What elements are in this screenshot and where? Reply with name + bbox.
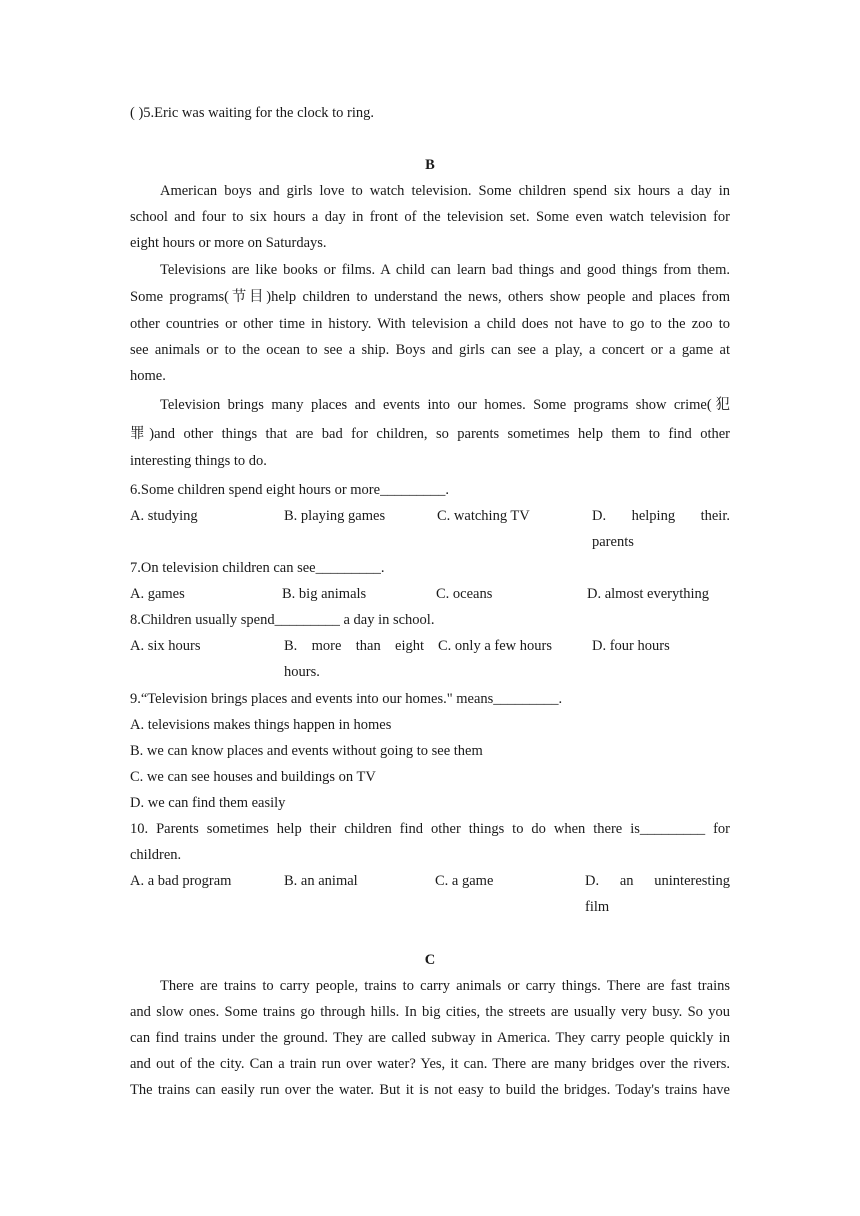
paragraph-line: interesting things to do. (130, 453, 267, 469)
question-5 (130, 100, 730, 126)
paragraph-line: home. (130, 368, 166, 384)
section-c (130, 947, 730, 973)
option-a: A. games (130, 586, 185, 602)
section-b-heading: B (425, 157, 435, 173)
option-a: A. six hours (130, 638, 201, 654)
option-d (585, 868, 730, 920)
paragraph-line: and slow ones. Some trains go through hills. In big cities, the streets are usually very busy. So you (130, 1004, 730, 1020)
section-b-paragraph-1 (130, 178, 730, 256)
question-7 (130, 555, 730, 607)
section-c-paragraph-1 (130, 973, 730, 1103)
question-7-stem: 7.On television children can see_________. (130, 560, 385, 576)
paragraph-line: Television brings many places and events into our homes. Some programs show crime(犯 (160, 397, 730, 413)
question-9-stem: 9.“Television brings places and events into our homes." means_________. (130, 691, 563, 707)
paragraph-line: other countries or other time in history. With television a child does not have to go to the zoo to (130, 316, 730, 332)
question-7-options (130, 581, 730, 607)
option-d-line-2: film (585, 899, 610, 915)
question-6-stem: 6.Some children spend eight hours or more_________. (130, 482, 449, 498)
section-b-paragraph-3 (130, 392, 730, 474)
option-b-line-1: B. more than eight (284, 638, 424, 654)
paragraph-line: can find trains under the ground. They are called subway in America. They carry people quickly in (130, 1030, 730, 1046)
section-c-heading: C (424, 952, 436, 968)
paragraph-line: school and four to six hours a day in front of the television set. Some even watch television for (130, 209, 730, 225)
option-c: C. oceans (436, 586, 493, 602)
option-d-line-1: D. an uninteresting (585, 873, 730, 889)
paragraph-line: and out of the city. Can a train run over water? Yes, it can. There are many bridges over the rivers. (130, 1056, 730, 1072)
option-d: D. four hours (592, 638, 670, 654)
question-8-stem: 8.Children usually spend_________ a day in school. (130, 612, 435, 628)
paragraph-line: eight hours or more on Saturdays. (130, 235, 327, 251)
option-c: C. we can see houses and buildings on TV (130, 769, 376, 785)
paragraph-line: 罪)and other things that are bad for children, so parents sometimes help them to find other (130, 426, 730, 442)
option-c: C. watching TV (437, 508, 530, 524)
question-9 (130, 686, 730, 816)
option-d: D. we can find them easily (130, 795, 286, 811)
option-c: C. a game (435, 873, 494, 889)
section-b (130, 152, 730, 178)
option-b: B. an animal (284, 873, 358, 889)
question-5-text: ( )5.Eric was waiting for the clock to ring. (130, 105, 375, 121)
option-d-line-2: parents (592, 534, 634, 550)
option-b: B. we can know places and events without going to see them (130, 743, 483, 759)
option-b: B. playing games (284, 508, 386, 524)
option-b (284, 633, 424, 685)
paragraph-line: Televisions are like books or films. A child can learn bad things and good things from them. (160, 262, 730, 278)
question-10 (130, 816, 730, 920)
option-a: A. a bad program (130, 873, 232, 889)
paragraph-line: see animals or to the ocean to see a ship. Boys and girls can see a play, a concert or a game at (130, 342, 730, 358)
paragraph-line: The trains can easily run over the water. But it is not easy to build the bridges. Today's trains have (130, 1082, 730, 1098)
question-6-options (130, 503, 730, 555)
option-d: D. almost everything (587, 586, 710, 602)
question-10-options (130, 868, 730, 920)
option-a: A. studying (130, 508, 198, 524)
option-d (592, 503, 730, 555)
question-8-options (130, 633, 730, 685)
paragraph-line: There are trains to carry people, trains to carry animals or carry things. There are fast trains (160, 978, 730, 994)
option-c: C. only a few hours (438, 638, 552, 654)
option-d-line-1: D. helping their. (592, 508, 730, 524)
section-b-paragraph-2 (130, 257, 730, 389)
question-8 (130, 607, 730, 685)
option-b-line-2: hours. (284, 664, 320, 680)
question-10-stem-line-1: 10. Parents sometimes help their children find other things to do when there is_________ for (130, 821, 730, 837)
question-10-stem-line-2: children. (130, 847, 182, 863)
question-6 (130, 477, 730, 555)
option-b: B. big animals (282, 586, 367, 602)
paragraph-line: American boys and girls love to watch television. Some children spend six hours a day in (160, 183, 730, 199)
option-a: A. televisions makes things happen in homes (130, 717, 392, 733)
paragraph-line: Some programs(节目)help children to understand the news, others show people and places from (130, 289, 730, 305)
